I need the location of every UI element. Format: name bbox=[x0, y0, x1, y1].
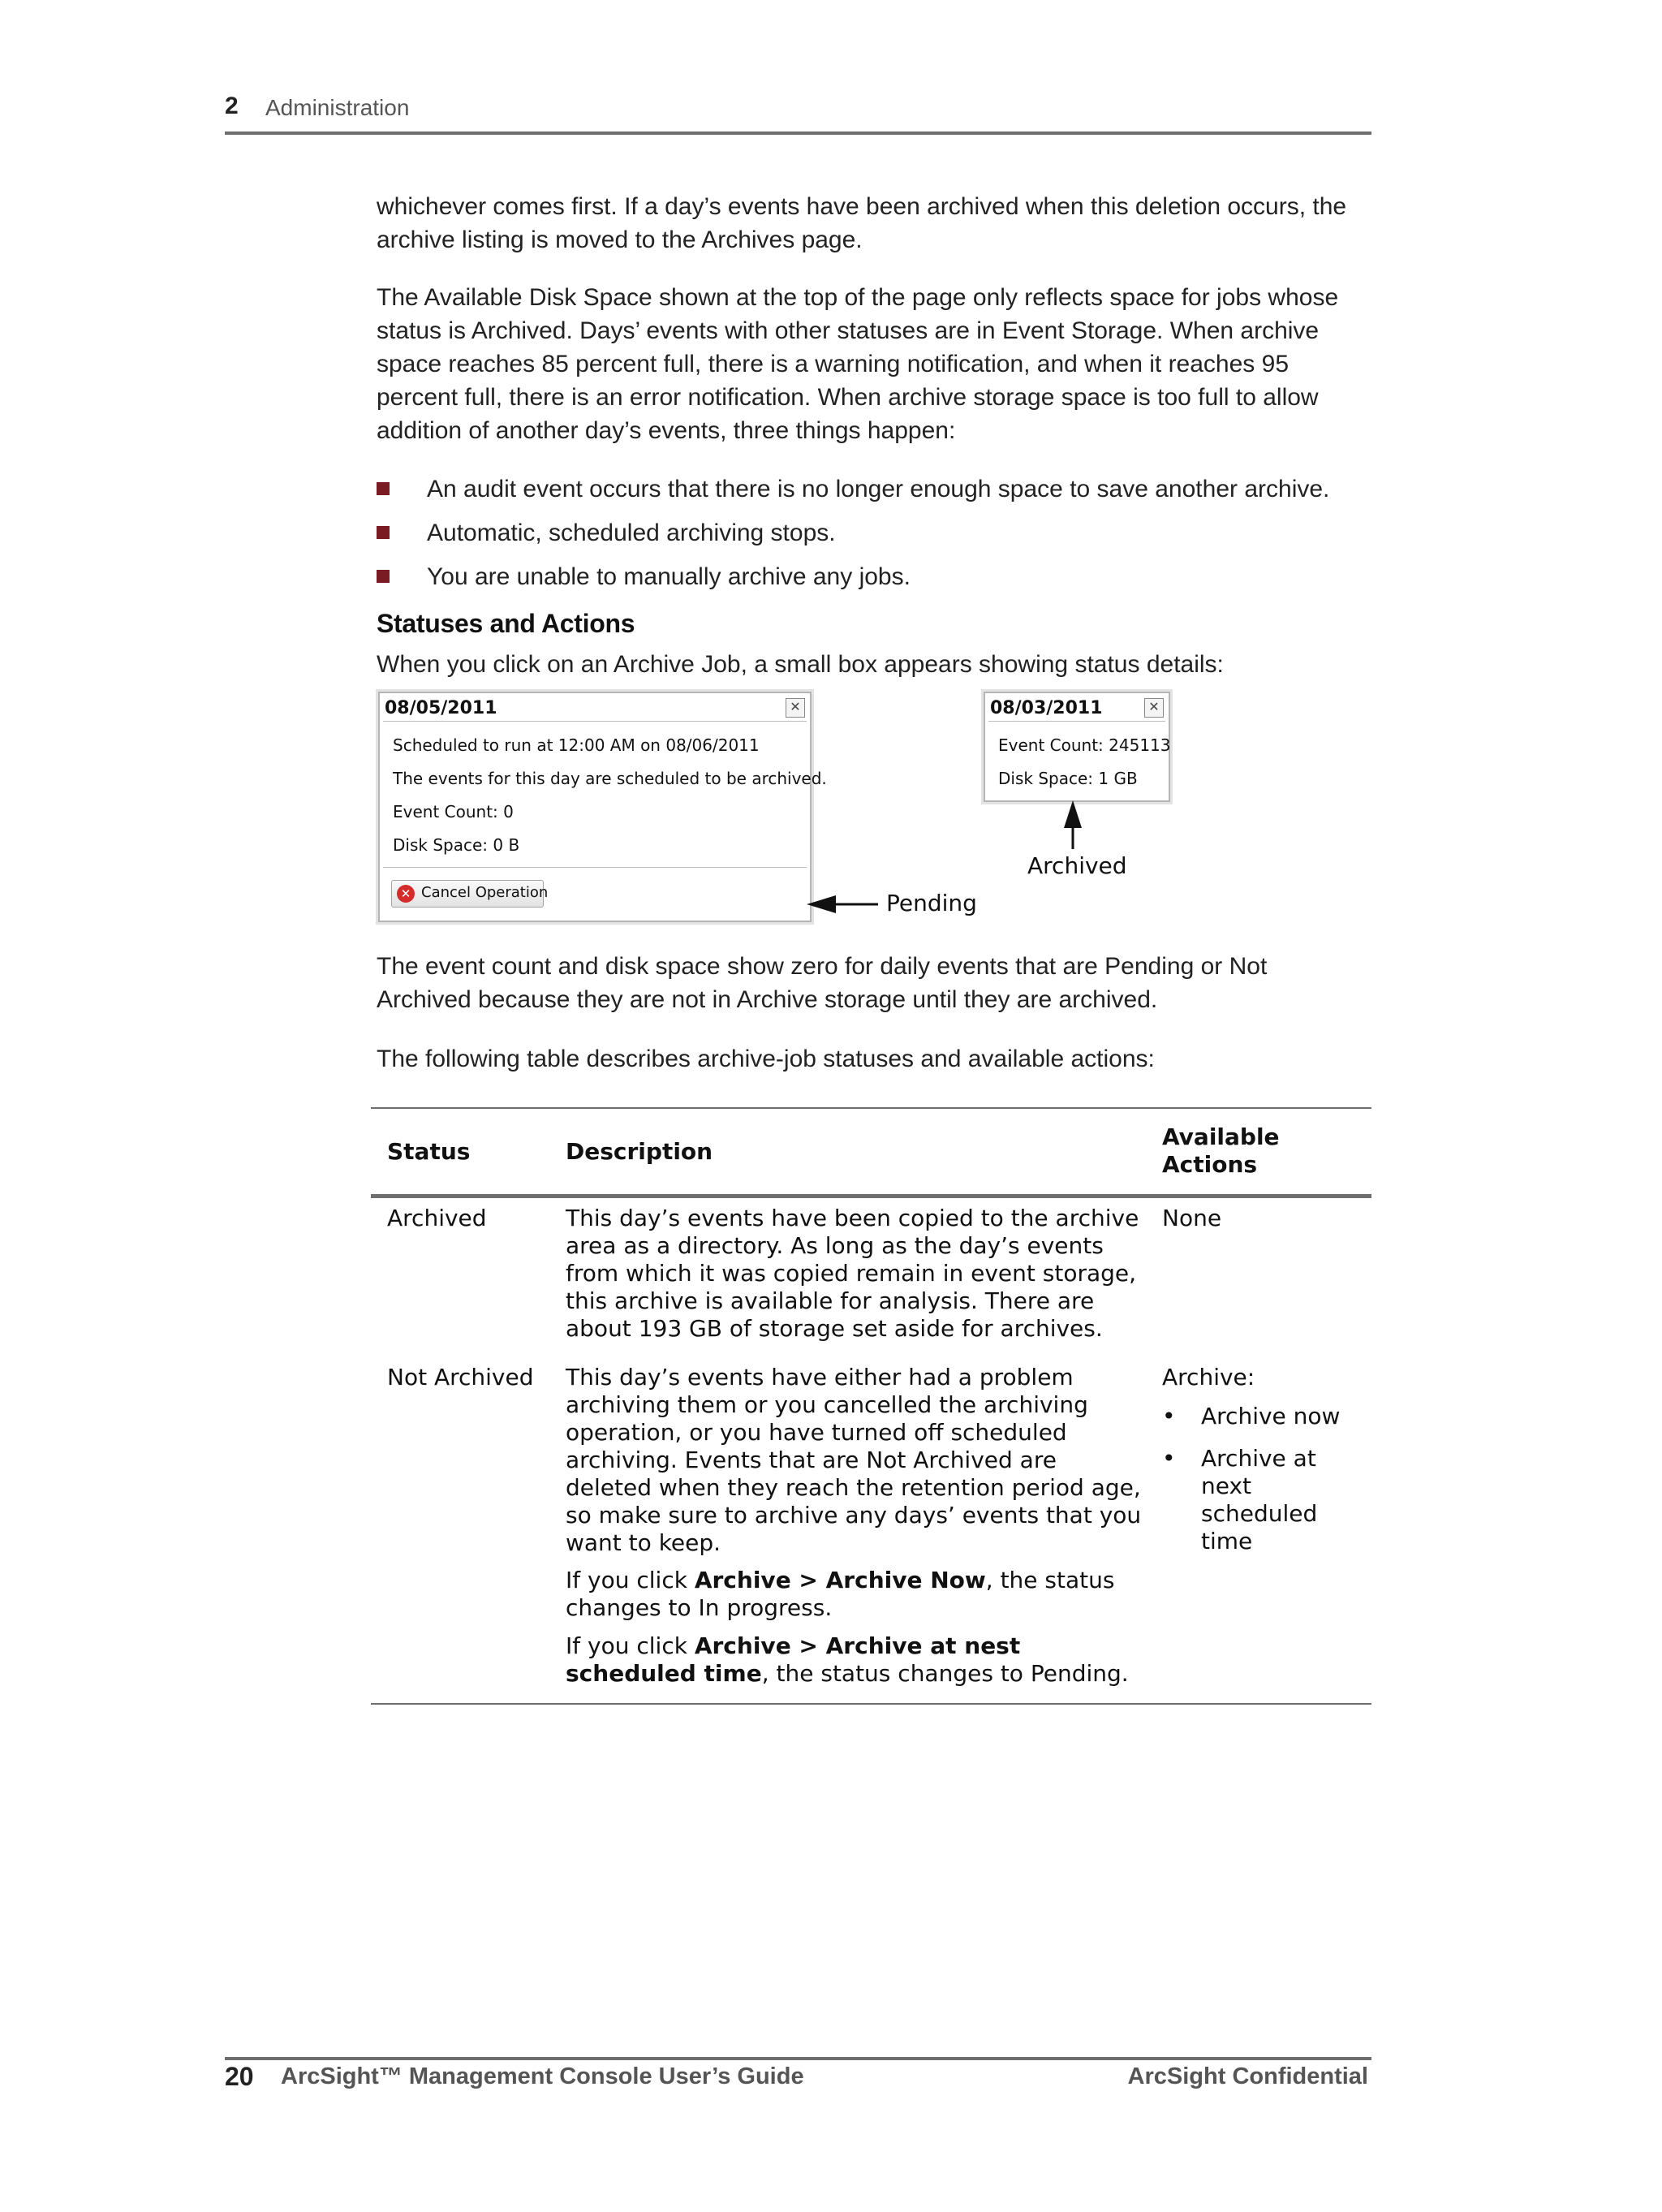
chapter-number: 2 bbox=[225, 93, 239, 119]
paragraph-zero-counts: The event count and disk space show zero for daily events that are Pending or Not Archived because they are not in Archive storage until they are archived. bbox=[377, 953, 1268, 1013]
page-header bbox=[225, 89, 1371, 135]
archived-callout: Archived bbox=[1027, 852, 1127, 879]
status-actions-table bbox=[371, 1107, 1371, 1708]
list-item bbox=[377, 516, 1371, 550]
bullet-dot-icon: • bbox=[1162, 1445, 1176, 1472]
section-heading: Statuses and Actions bbox=[377, 609, 635, 638]
row-actions-label: Archive: bbox=[1162, 1364, 1255, 1391]
list-item bbox=[377, 472, 1371, 506]
section-intro: When you click on an Archive Job, a small box appears showing status details: bbox=[377, 651, 1224, 678]
column-header-description: Description bbox=[566, 1138, 713, 1165]
table-bottom-rule bbox=[371, 1703, 1371, 1705]
list-item-text: Automatic, scheduled archiving stops. bbox=[427, 520, 836, 546]
popup-divider bbox=[988, 721, 1165, 722]
close-icon[interactable]: ✕ bbox=[786, 698, 805, 718]
description-line: area as a directory. As long as the day’s events bbox=[566, 1232, 1104, 1259]
description-line: about 193 GB of storage set aside for archives. bbox=[566, 1315, 1103, 1342]
paragraph-table-intro: The following table describes archive-job statuses and available actions: bbox=[377, 1046, 1155, 1072]
popup-date: 08/03/2011 bbox=[990, 698, 1103, 718]
cancel-operation-label: Cancel Operation bbox=[421, 884, 549, 901]
popup-divider bbox=[383, 867, 807, 868]
action-item: • Archive now bbox=[1162, 1403, 1341, 1429]
list-item-text: You are unable to manually archive any jobs. bbox=[427, 563, 911, 590]
description-line: from which it was copied remain in event storage, bbox=[566, 1260, 1137, 1287]
action-item: • Archive at next scheduled time bbox=[1162, 1445, 1318, 1554]
table-top-rule bbox=[371, 1107, 1371, 1109]
footer-rule bbox=[225, 2057, 1371, 2060]
row-status: Archived bbox=[387, 1205, 487, 1231]
popup-disk-space: Disk Space: 0 B bbox=[393, 835, 520, 855]
square-bullet-icon bbox=[377, 526, 390, 539]
pending-callout: Pending bbox=[886, 890, 977, 916]
popup-status-line: The events for this day are scheduled to be archived. bbox=[393, 769, 827, 788]
row-description bbox=[566, 1364, 1150, 1557]
paragraph-disk-space: The Available Disk Space shown at the top of the page only reflects space for jobs whose status is Archived. Days’ events with other statuses are in Event Storage. When archive space reaches 85 percent full, there is a warning notification, and when it reaches 95 percent full, there is an error notification. When archive storage space is too full to allow addition of another day’s events, three things happen: bbox=[377, 284, 1339, 444]
list-item bbox=[377, 560, 1371, 593]
description-line: This day’s events have been copied to the archive bbox=[566, 1205, 1139, 1231]
popup-event-count: Event Count: 0 bbox=[393, 802, 514, 821]
chapter-title: Administration bbox=[265, 95, 410, 120]
row-description bbox=[566, 1205, 1150, 1343]
description-line: operation, or you have turned off scheduled bbox=[566, 1419, 1067, 1446]
description-line: deleted when they reach the retention period age, bbox=[566, 1474, 1141, 1501]
popup-disk-space: Disk Space: 1 GB bbox=[998, 769, 1138, 788]
paragraph-deletion: whichever comes first. If a day’s events have been archived when this deletion occurs, the archive listing is moved to the Archives page. bbox=[377, 193, 1347, 253]
description-line: archiving them or you cancelled the archiving bbox=[566, 1391, 1088, 1418]
popup-schedule-line: Scheduled to run at 12:00 AM on 08/06/2011 bbox=[393, 735, 760, 755]
footer-title: ArcSight™ Management Console User’s Guide bbox=[281, 2063, 804, 2089]
menu-path-archive-now: Archive > Archive Now bbox=[694, 1567, 986, 1593]
description-line: want to keep. bbox=[566, 1529, 721, 1556]
footer-confidential: ArcSight Confidential bbox=[1127, 2063, 1368, 2089]
popup-divider bbox=[383, 721, 807, 722]
table-header-rule bbox=[371, 1194, 1371, 1198]
close-icon[interactable]: ✕ bbox=[1144, 698, 1164, 718]
description-line: so make sure to archive any days’ events that you bbox=[566, 1502, 1142, 1529]
popup-date: 08/05/2011 bbox=[385, 698, 497, 718]
row-actions: None bbox=[1162, 1205, 1222, 1231]
archived-arrow-icon bbox=[1057, 799, 1089, 852]
archived-status-popup bbox=[984, 692, 1170, 802]
description-line: this archive is available for analysis. There are bbox=[566, 1287, 1095, 1314]
popup-event-count: Event Count: 245113 bbox=[998, 735, 1171, 755]
page-number: 20 bbox=[225, 2062, 254, 2091]
description-line: archiving. Events that are Not Archived are bbox=[566, 1447, 1057, 1473]
cancel-operation-button[interactable] bbox=[391, 880, 549, 908]
column-header-actions-line1: Available bbox=[1162, 1123, 1280, 1150]
cancel-icon: ✕ bbox=[397, 885, 415, 903]
list-item-text: An audit event occurs that there is no longer enough space to save another archive. bbox=[427, 476, 1330, 502]
pending-status-popup bbox=[378, 692, 827, 922]
row-status: Not Archived bbox=[387, 1364, 534, 1391]
square-bullet-icon bbox=[377, 482, 390, 495]
row-note-archive-later: If you click Archive > Archive at nest scheduled time, the status changes to Pending. bbox=[566, 1632, 1129, 1687]
menu-path-archive-later: Archive > Archive at nest bbox=[694, 1632, 1021, 1659]
column-header-actions bbox=[1162, 1123, 1280, 1179]
column-header-status: Status bbox=[387, 1138, 471, 1165]
description-line: This day’s events have either had a problem bbox=[566, 1364, 1074, 1391]
bullet-dot-icon: • bbox=[1162, 1403, 1176, 1429]
square-bullet-icon bbox=[377, 570, 390, 583]
row-note-archive-now: If you click Archive > Archive Now, the status changes to In progress. bbox=[566, 1567, 1115, 1621]
pending-arrow-icon bbox=[803, 888, 885, 921]
column-header-actions-line2: Actions bbox=[1162, 1151, 1258, 1178]
